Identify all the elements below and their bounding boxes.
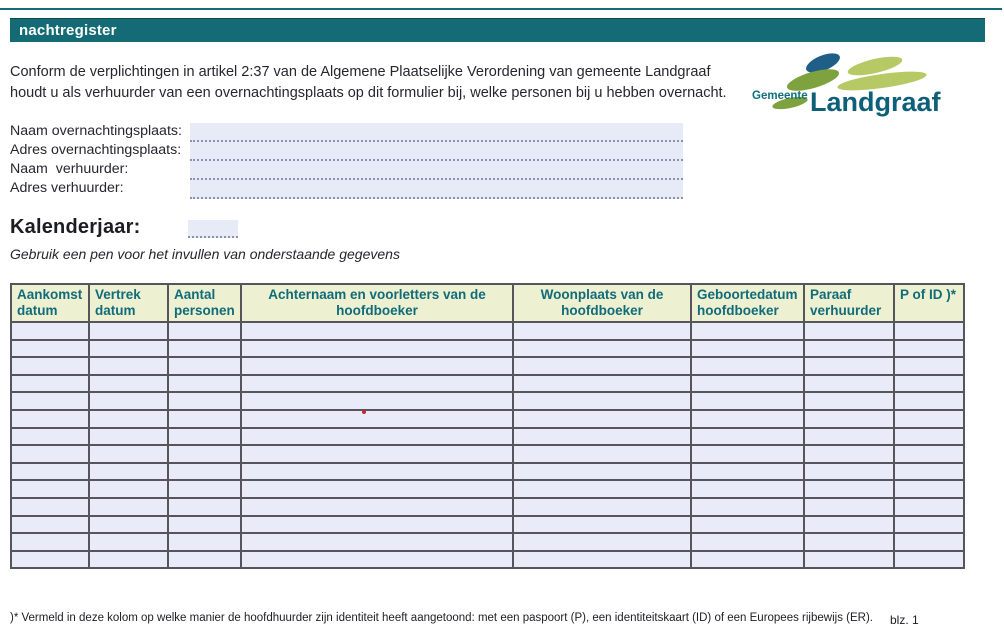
- register-cell-p-of-id-row10[interactable]: [894, 480, 964, 498]
- register-cell-vertrek-datum-row8[interactable]: [89, 445, 168, 463]
- register-cell-paraaf-verhuurder-row11[interactable]: [804, 498, 894, 516]
- register-cell-paraaf-verhuurder-row1[interactable]: [804, 322, 894, 340]
- register-cell-paraaf-verhuurder-row12[interactable]: [804, 516, 894, 534]
- register-cell-woonplaats-hoofdboeker-row4[interactable]: [513, 375, 691, 393]
- register-cell-achternaam-hoofdboeker-row5[interactable]: [241, 392, 513, 410]
- register-cell-aankomst-datum-row1[interactable]: [11, 322, 89, 340]
- register-cell-woonplaats-hoofdboeker-row10[interactable]: [513, 480, 691, 498]
- register-cell-geboortedatum-hoofdboeker-row11[interactable]: [691, 498, 804, 516]
- register-cell-woonplaats-hoofdboeker-row5[interactable]: [513, 392, 691, 410]
- register-cell-aantal-personen-row10[interactable]: [168, 480, 241, 498]
- register-cell-paraaf-verhuurder-row6[interactable]: [804, 410, 894, 428]
- intro-text: Conform de verplichtingen in artikel 2:37 van de Algemene Plaatselijke Verordening van gemeente Landgraaf houdt u als verhuurder van een overnachtingsplaats op dit formulier bij, welke personen bij u hebben overnacht.: [10, 64, 727, 101]
- register-cell-geboortedatum-hoofdboeker-row5[interactable]: [691, 392, 804, 410]
- field-row-adres-overnachtingsplaats: [10, 142, 690, 161]
- register-cell-aantal-personen-row11[interactable]: [168, 498, 241, 516]
- register-cell-geboortedatum-hoofdboeker-row6[interactable]: [691, 410, 804, 428]
- field-input-naam-overnachtingsplaats[interactable]: [190, 123, 683, 142]
- register-cell-geboortedatum-hoofdboeker-row7[interactable]: [691, 428, 804, 446]
- register-cell-aantal-personen-row4[interactable]: [168, 375, 241, 393]
- register-cell-p-of-id-row5[interactable]: [894, 392, 964, 410]
- register-cell-achternaam-hoofdboeker-row12[interactable]: [241, 516, 513, 534]
- register-cell-vertrek-datum-row2[interactable]: [89, 340, 168, 358]
- register-cell-geboortedatum-hoofdboeker-row8[interactable]: [691, 445, 804, 463]
- top-divider: [0, 8, 1002, 10]
- register-cell-vertrek-datum-row14[interactable]: [89, 551, 168, 569]
- register-cell-achternaam-hoofdboeker-row13[interactable]: [241, 533, 513, 551]
- register-cell-woonplaats-hoofdboeker-row13[interactable]: [513, 533, 691, 551]
- register-cell-vertrek-datum-row9[interactable]: [89, 463, 168, 481]
- register-cell-aankomst-datum-row13[interactable]: [11, 533, 89, 551]
- register-cell-p-of-id-row11[interactable]: [894, 498, 964, 516]
- register-cell-paraaf-verhuurder-row3[interactable]: [804, 357, 894, 375]
- register-row-12: [11, 516, 964, 534]
- register-row-2: [11, 340, 964, 358]
- register-cell-aankomst-datum-row5[interactable]: [11, 392, 89, 410]
- column-header-achternaam-hoofdboeker: Achternaam en voorletters van de hoofdboeker: [241, 284, 513, 322]
- register-cell-woonplaats-hoofdboeker-row7[interactable]: [513, 428, 691, 446]
- register-cell-aankomst-datum-row11[interactable]: [11, 498, 89, 516]
- register-cell-aantal-personen-row1[interactable]: [168, 322, 241, 340]
- register-cell-aankomst-datum-row12[interactable]: [11, 516, 89, 534]
- register-row-14: [11, 551, 964, 569]
- column-header-geboortedatum-hoofdboeker: Geboortedatum hoofdboeker: [691, 284, 804, 322]
- logo-municipality-text: Landgraaf: [810, 87, 941, 117]
- register-cell-achternaam-hoofdboeker-row2[interactable]: [241, 340, 513, 358]
- register-cell-geboortedatum-hoofdboeker-row4[interactable]: [691, 375, 804, 393]
- register-cell-aantal-personen-row5[interactable]: [168, 392, 241, 410]
- register-cell-vertrek-datum-row5[interactable]: [89, 392, 168, 410]
- register-cell-p-of-id-row9[interactable]: [894, 463, 964, 481]
- register-cell-aantal-personen-row12[interactable]: [168, 516, 241, 534]
- field-input-adres-verhuurder[interactable]: [190, 180, 683, 199]
- register-cell-achternaam-hoofdboeker-row4[interactable]: [241, 375, 513, 393]
- register-table-header-row: [11, 284, 964, 322]
- register-cell-woonplaats-hoofdboeker-row6[interactable]: [513, 410, 691, 428]
- field-row-adres-verhuurder: [10, 180, 690, 199]
- register-cell-paraaf-verhuurder-row13[interactable]: [804, 533, 894, 551]
- register-cell-aankomst-datum-row3[interactable]: [11, 357, 89, 375]
- register-cell-vertrek-datum-row6[interactable]: [89, 410, 168, 428]
- register-cell-p-of-id-row4[interactable]: [894, 375, 964, 393]
- register-cell-geboortedatum-hoofdboeker-row13[interactable]: [691, 533, 804, 551]
- register-cell-geboortedatum-hoofdboeker-row9[interactable]: [691, 463, 804, 481]
- field-label-naam-overnachtingsplaats: Naam overnachtingsplaats:: [10, 123, 182, 139]
- register-cell-woonplaats-hoofdboeker-row3[interactable]: [513, 357, 691, 375]
- register-row-13: [11, 533, 964, 551]
- column-header-aantal-personen: Aantal personen: [168, 284, 241, 322]
- register-cell-aankomst-datum-row4[interactable]: [11, 375, 89, 393]
- register-cell-woonplaats-hoofdboeker-row2[interactable]: [513, 340, 691, 358]
- register-row-6: [11, 410, 964, 428]
- register-cell-aantal-personen-row14[interactable]: [168, 551, 241, 569]
- kalenderjaar-input[interactable]: [188, 220, 238, 238]
- register-cell-aantal-personen-row13[interactable]: [168, 533, 241, 551]
- field-label-naam-verhuurder: Naam verhuurder:: [10, 161, 129, 177]
- register-cell-vertrek-datum-row4[interactable]: [89, 375, 168, 393]
- register-cell-geboortedatum-hoofdboeker-row3[interactable]: [691, 357, 804, 375]
- page-title: nachtregister: [10, 18, 985, 42]
- register-cell-paraaf-verhuurder-row7[interactable]: [804, 428, 894, 446]
- register-cell-achternaam-hoofdboeker-row6[interactable]: [241, 410, 513, 428]
- register-cell-vertrek-datum-row7[interactable]: [89, 428, 168, 446]
- field-label-adres-overnachtingsplaats: Adres overnachtingsplaats:: [10, 142, 182, 158]
- register-cell-achternaam-hoofdboeker-row1[interactable]: [241, 322, 513, 340]
- register-cell-aankomst-datum-row6[interactable]: [11, 410, 89, 428]
- register-cell-aantal-personen-row3[interactable]: [168, 357, 241, 375]
- register-cell-geboortedatum-hoofdboeker-row12[interactable]: [691, 516, 804, 534]
- register-cell-aantal-personen-row6[interactable]: [168, 410, 241, 428]
- red-dot-mark: [362, 410, 366, 414]
- register-cell-geboortedatum-hoofdboeker-row10[interactable]: [691, 480, 804, 498]
- register-cell-p-of-id-row14[interactable]: [894, 551, 964, 569]
- register-cell-vertrek-datum-row3[interactable]: [89, 357, 168, 375]
- register-cell-woonplaats-hoofdboeker-row14[interactable]: [513, 551, 691, 569]
- field-row-naam-verhuurder: [10, 161, 690, 180]
- register-table-body: [11, 322, 964, 568]
- register-cell-geboortedatum-hoofdboeker-row2[interactable]: [691, 340, 804, 358]
- column-header-aankomst-datum: Aankomst datum: [11, 284, 89, 322]
- register-cell-aankomst-datum-row7[interactable]: [11, 428, 89, 446]
- register-cell-woonplaats-hoofdboeker-row11[interactable]: [513, 498, 691, 516]
- kalenderjaar-label: Kalenderjaar:: [10, 216, 141, 238]
- register-cell-achternaam-hoofdboeker-row8[interactable]: [241, 445, 513, 463]
- register-row-3: [11, 357, 964, 375]
- register-cell-aantal-personen-row2[interactable]: [168, 340, 241, 358]
- register-cell-woonplaats-hoofdboeker-row9[interactable]: [513, 463, 691, 481]
- register-cell-paraaf-verhuurder-row8[interactable]: [804, 445, 894, 463]
- register-cell-paraaf-verhuurder-row10[interactable]: [804, 480, 894, 498]
- register-cell-paraaf-verhuurder-row2[interactable]: [804, 340, 894, 358]
- register-cell-woonplaats-hoofdboeker-row1[interactable]: [513, 322, 691, 340]
- register-cell-paraaf-verhuurder-row4[interactable]: [804, 375, 894, 393]
- register-cell-aankomst-datum-row8[interactable]: [11, 445, 89, 463]
- register-cell-p-of-id-row13[interactable]: [894, 533, 964, 551]
- register-cell-achternaam-hoofdboeker-row7[interactable]: [241, 428, 513, 446]
- register-row-7: [11, 428, 964, 446]
- register-cell-vertrek-datum-row10[interactable]: [89, 480, 168, 498]
- register-row-11: [11, 498, 964, 516]
- register-cell-paraaf-verhuurder-row9[interactable]: [804, 463, 894, 481]
- register-cell-woonplaats-hoofdboeker-row8[interactable]: [513, 445, 691, 463]
- register-cell-achternaam-hoofdboeker-row3[interactable]: [241, 357, 513, 375]
- footnote-text: )* Vermeld in deze kolom op welke manier de hoofdhuurder zijn identiteit heeft aangetoond: met een paspoort (P), een identiteitskaart (ID) of een Europees rijbewijs (ER).: [10, 612, 873, 624]
- register-cell-p-of-id-row6[interactable]: [894, 410, 964, 428]
- register-cell-aantal-personen-row9[interactable]: [168, 463, 241, 481]
- register-cell-achternaam-hoofdboeker-row10[interactable]: [241, 480, 513, 498]
- gemeente-landgraaf-logo: [750, 50, 962, 120]
- register-row-9: [11, 463, 964, 481]
- register-row-8: [11, 445, 964, 463]
- register-table: [10, 283, 965, 569]
- field-row-naam-overnachtingsplaats: [10, 123, 690, 142]
- pen-instruction: Gebruik een pen voor het invullen van onderstaande gegevens: [10, 246, 400, 262]
- register-cell-aankomst-datum-row2[interactable]: [11, 340, 89, 358]
- register-cell-p-of-id-row12[interactable]: [894, 516, 964, 534]
- register-cell-p-of-id-row8[interactable]: [894, 445, 964, 463]
- register-cell-achternaam-hoofdboeker-row9[interactable]: [241, 463, 513, 481]
- register-row-4: [11, 375, 964, 393]
- register-row-5: [11, 392, 964, 410]
- logo-leaves-icon: [750, 50, 962, 120]
- register-cell-vertrek-datum-row11[interactable]: [89, 498, 168, 516]
- register-cell-p-of-id-row7[interactable]: [894, 428, 964, 446]
- register-cell-p-of-id-row2[interactable]: [894, 340, 964, 358]
- register-cell-achternaam-hoofdboeker-row11[interactable]: [241, 498, 513, 516]
- register-cell-aantal-personen-row7[interactable]: [168, 428, 241, 446]
- column-header-p-of-id: P of ID )*: [894, 284, 964, 322]
- register-cell-geboortedatum-hoofdboeker-row1[interactable]: [691, 322, 804, 340]
- register-cell-paraaf-verhuurder-row14[interactable]: [804, 551, 894, 569]
- register-row-10: [11, 480, 964, 498]
- register-cell-aankomst-datum-row10[interactable]: [11, 480, 89, 498]
- field-label-adres-verhuurder: Adres verhuurder:: [10, 180, 124, 196]
- field-input-naam-verhuurder[interactable]: [190, 161, 683, 180]
- register-cell-aankomst-datum-row9[interactable]: [11, 463, 89, 481]
- register-cell-aankomst-datum-row14[interactable]: [11, 551, 89, 569]
- column-header-vertrek-datum: Vertrek datum: [89, 284, 168, 322]
- register-cell-vertrek-datum-row13[interactable]: [89, 533, 168, 551]
- register-cell-geboortedatum-hoofdboeker-row14[interactable]: [691, 551, 804, 569]
- register-cell-achternaam-hoofdboeker-row14[interactable]: [241, 551, 513, 569]
- register-cell-aantal-personen-row8[interactable]: [168, 445, 241, 463]
- register-cell-vertrek-datum-row12[interactable]: [89, 516, 168, 534]
- register-cell-paraaf-verhuurder-row5[interactable]: [804, 392, 894, 410]
- column-header-woonplaats-hoofdboeker: Woonplaats van de hoofdboeker: [513, 284, 691, 322]
- register-cell-p-of-id-row3[interactable]: [894, 357, 964, 375]
- header-fields: [10, 123, 690, 199]
- field-input-adres-overnachtingsplaats[interactable]: [190, 142, 683, 161]
- register-row-1: [11, 322, 964, 340]
- column-header-paraaf-verhuurder: Paraaf verhuurder: [804, 284, 894, 322]
- register-cell-woonplaats-hoofdboeker-row12[interactable]: [513, 516, 691, 534]
- register-cell-p-of-id-row1[interactable]: [894, 322, 964, 340]
- logo-department-text: Gemeente: [752, 90, 808, 102]
- register-cell-vertrek-datum-row1[interactable]: [89, 322, 168, 340]
- page-number: blz. 1: [890, 613, 919, 627]
